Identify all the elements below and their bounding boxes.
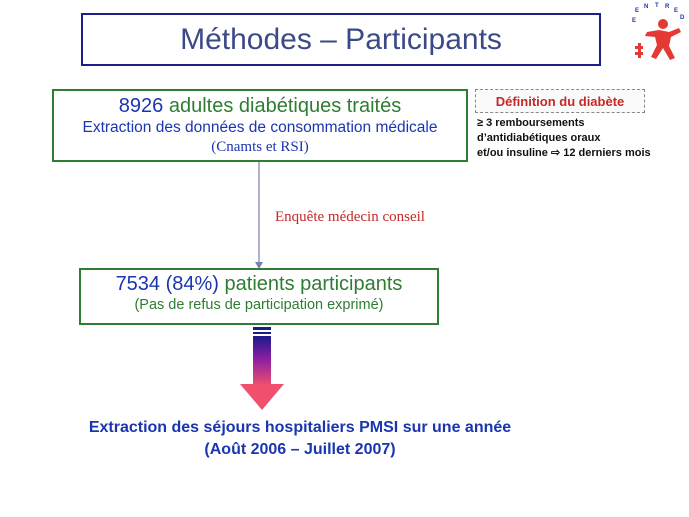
extraction-period: (Août 2006 – Juillet 2007) — [204, 441, 396, 458]
svg-text:N: N — [644, 4, 649, 10]
svg-text:D: D — [680, 15, 685, 21]
svg-text:E: E — [632, 18, 637, 24]
population-label: adultes diabétiques traités — [168, 95, 402, 117]
definition-line: et/ou insuline ⇨ 12 derniers mois — [477, 147, 651, 159]
participants-box — [79, 268, 439, 325]
svg-text:T: T — [655, 3, 659, 9]
extraction-line: Extraction des séjours hospitaliers PMSI sur une année — [88, 419, 512, 436]
connector-label: Enquête médecin conseil — [275, 209, 425, 225]
svg-text:R: R — [665, 4, 670, 10]
down-arrow-icon — [240, 327, 284, 410]
population-source: Extraction des données de consommation médicale — [82, 119, 438, 136]
svg-text:E: E — [674, 8, 679, 14]
definition-line: ≥ 3 remboursements — [477, 117, 585, 129]
definition-line: d’antidiabétiques oraux — [477, 132, 601, 144]
population-source-orgs: (Cnamts et RSI) — [211, 139, 309, 155]
participants-label: patients participants — [224, 273, 403, 295]
definition-title: Définition du diabète — [495, 93, 625, 109]
extraction-text — [0, 417, 600, 461]
population-count: 8926 — [118, 95, 164, 117]
svg-text:E: E — [635, 8, 640, 14]
participants-count: 7534 (84%) — [115, 273, 219, 295]
page-title: Méthodes – Participants — [180, 22, 502, 56]
participants-note: (Pas de refus de participation exprimé) — [134, 297, 384, 313]
